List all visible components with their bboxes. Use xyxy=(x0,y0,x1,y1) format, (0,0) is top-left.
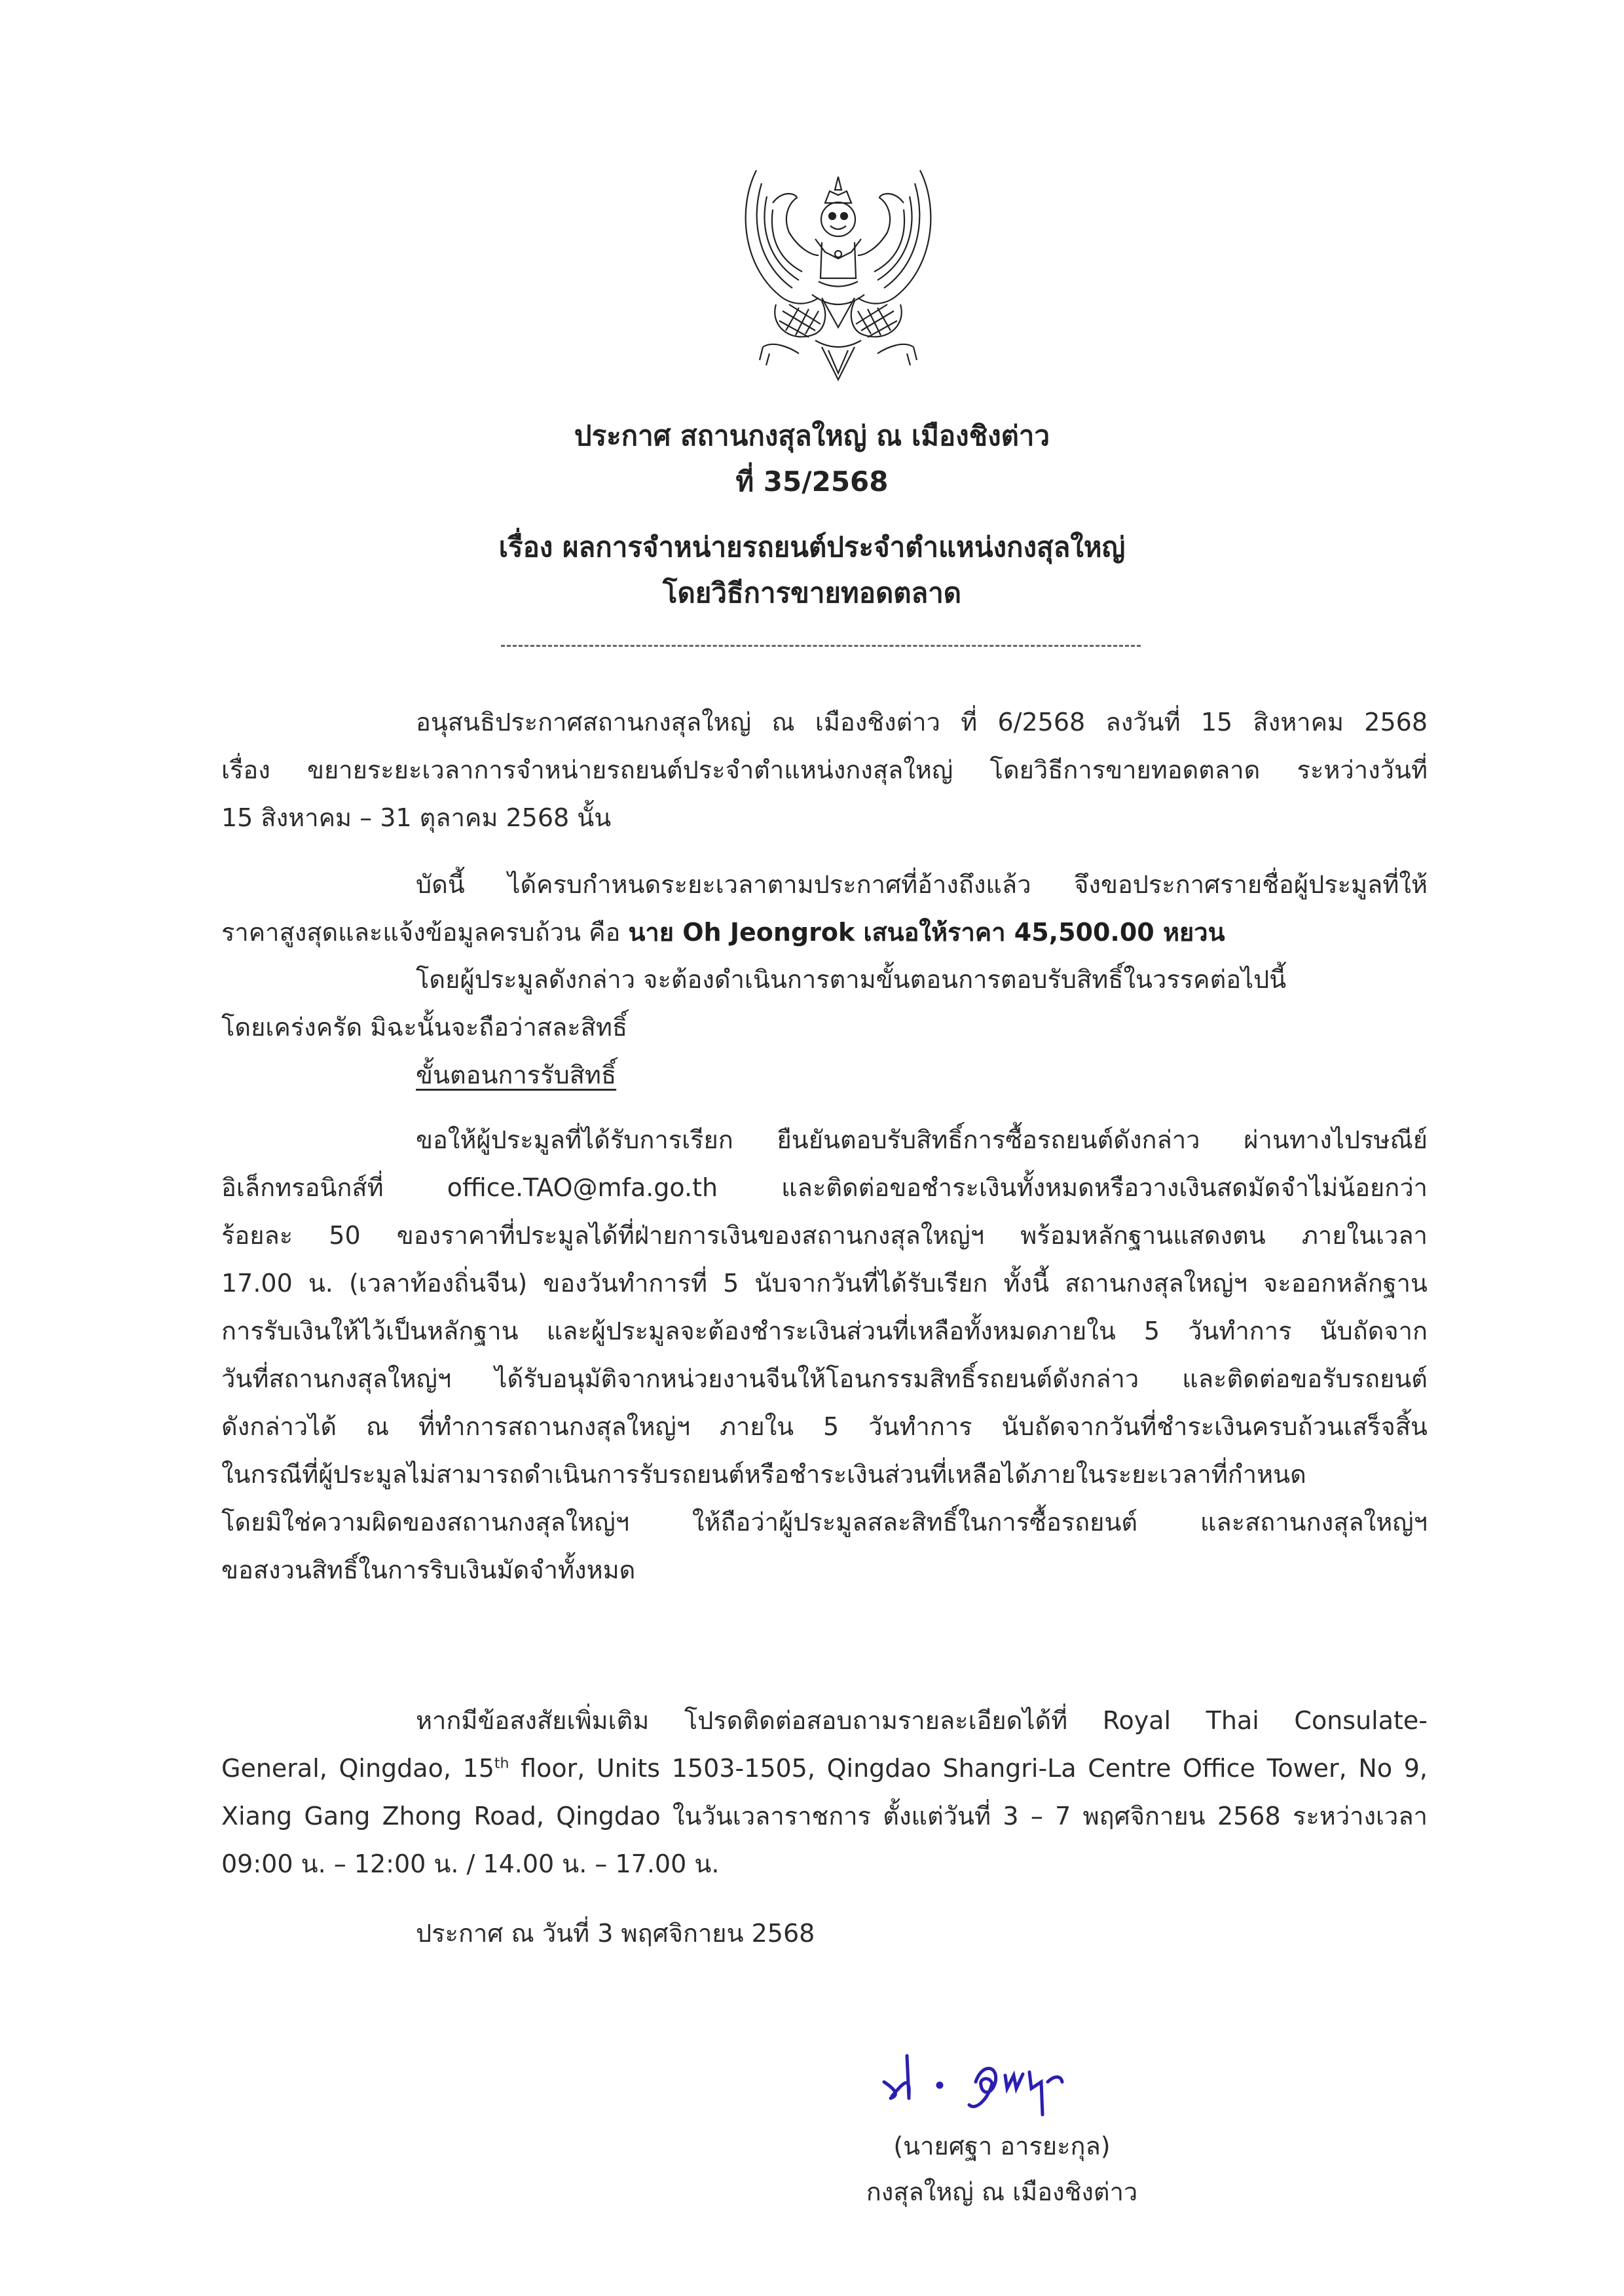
paragraph-3-line-1: โดยผู้ประมูลดังกล่าว จะต้องดำเนินการตามขั้นตอนการตอบรับสิทธิ์ในวรรคต่อไปนี้ xyxy=(416,965,1287,994)
paragraph-2-line-1: บัดนี้ ได้ครบกำหนดระยะเวลาตามประกาศที่อ้างถึงแล้ว จึงขอประกาศรายชื่อผู้ประมูลที่ให้ xyxy=(416,870,1428,899)
announcement-date: ประกาศ ณ วันที่ 3 พฤศจิกายน 2568 xyxy=(416,1919,815,1948)
paragraph-1-line-3: 15 สิงหาคม – 31 ตุลาคม 2568 นั้น xyxy=(221,803,612,832)
signatory-name: (นายศฐา อารยะกุล) xyxy=(893,2132,1111,2160)
handwritten-signature-icon xyxy=(877,2043,1100,2128)
paragraph-4-line-6: วันที่สถานกงสุลใหญ่ฯ ได้รับอนุมัติจากหน่วยงานจีนให้โอนกรรมสิทธิ์รถยนต์ดังกล่าว และติดต่อขอรับรถยนต์ xyxy=(221,1364,1428,1393)
title-divider xyxy=(501,645,1141,647)
announcement-title: ประกาศ สถานกงสุลใหญ่ ณ เมืองชิงต่าว xyxy=(574,420,1050,452)
paragraph-4-line-4: 17.00 น. (เวลาท้องถิ่นจีน) ของวันทำการที่ 5 นับจากวันที่ได้รับเรียก ทั้งนี้ สถานกงสุลใหญ่ฯ จะออกหลักฐาน xyxy=(221,1269,1428,1298)
paragraph-4-line-7: ดังกล่าวได้ ณ ที่ทำการสถานกงสุลใหญ่ฯ ภายใน 5 วันทำการ นับถัดจากวันที่ชำระเงินครบถ้วนเสร็จสิ้น xyxy=(221,1412,1428,1441)
address-part-1: General, Qingdao, 15 xyxy=(221,1754,494,1783)
paragraph-5-line-2 xyxy=(221,1750,1428,1787)
paragraph-4-line-10: ขอสงวนสิทธิ์ในการริบเงินมัดจำทั้งหมด xyxy=(221,1556,636,1584)
paragraph-4-line-9: โดยมิใช่ความผิดของสถานกงสุลใหญ่ฯ ให้ถือว่าผู้ประมูลสละสิทธิ์ในการซื้อรถยนต์ และสถานกงสุลใหญ่ฯ xyxy=(221,1508,1428,1537)
garuda-emblem-icon xyxy=(737,157,940,383)
announcement-subject-line1: เรื่อง ผลการจำหน่ายรถยนต์ประจำตำแหน่งกงสุลใหญ่ xyxy=(498,531,1126,563)
section-heading-claim-procedure: ขั้นตอนการรับสิทธิ์ xyxy=(416,1061,617,1089)
paragraph-5-line-3: Xiang Gang Zhong Road, Qingdao ในวันเวลาราชการ ตั้งแต่วันที่ 3 – 7 พฤศจิกายน 2568 ระหว่างเวลา xyxy=(221,1802,1428,1831)
paragraph-4-line-8: ในกรณีที่ผู้ประมูลไม่สามารถดำเนินการรับรถยนต์หรือชำระเงินส่วนที่เหลือได้ภายในระยะเวลาที่กำหนด xyxy=(221,1460,1306,1489)
paragraph-1-line-1: อนุสนธิประกาศสถานกงสุลใหญ่ ณ เมืองชิงต่าว ที่ 6/2568 ลงวันที่ 15 สิงหาคม 2568 xyxy=(416,708,1428,737)
announcement-subject-line2: โดยวิธีการขายทอดตลาด xyxy=(662,577,962,609)
paragraph-4-line-3: ร้อยละ 50 ของราคาที่ประมูลได้ที่ฝ่ายการเงินของสถานกงสุลใหญ่ฯ พร้อมหลักฐานแสดงตน ภายในเวลา xyxy=(221,1221,1428,1250)
paragraph-5-line-4: 09:00 น. – 12:00 น. / 14.00 น. – 17.00 น. xyxy=(221,1850,720,1878)
paragraph-4-line-5: การรับเงินให้ไว้เป็นหลักฐาน และผู้ประมูลจะต้องชำระเงินส่วนที่เหลือทั้งหมดภายใน 5 วันทำการ นับถัดจาก xyxy=(221,1317,1428,1345)
paragraph-4-line-1: ขอให้ผู้ประมูลที่ได้รับการเรียก ยืนยันตอบรับสิทธิ์การซื้อรถยนต์ดังกล่าว ผ่านทางไปรษณีย์ xyxy=(416,1125,1428,1154)
paragraph-1-line-2: เรื่อง ขยายระยะเวลาการจำหน่ายรถยนต์ประจำตำแหน่งกงสุลใหญ่ โดยวิธีการขายทอดตลาด ระหว่างวันที่ xyxy=(221,756,1428,784)
paragraph-5-line-1: หากมีข้อสงสัยเพิ่มเติม โปรดติดต่อสอบถามรายละเอียดได้ที่ Royal Thai Consulate- xyxy=(416,1706,1428,1735)
winner-intro-text: ราคาสูงสุดและแจ้งข้อมูลครบถ้วน คือ xyxy=(221,918,629,947)
ordinal-suffix: th xyxy=(494,1755,509,1772)
paragraph-2-line-2 xyxy=(221,914,1225,951)
paragraph-3-line-2: โดยเคร่งครัด มิฉะนั้นจะถือว่าสละสิทธิ์ xyxy=(221,1013,628,1042)
announcement-number: ที่ 35/2568 xyxy=(735,465,889,498)
address-part-2: floor, Units 1503-1505, Qingdao Shangri-La Centre Office Tower, No 9, xyxy=(509,1754,1428,1783)
winning-bid-text: นาย Oh Jeongrok เสนอให้ราคา 45,500.00 หยวน xyxy=(628,918,1225,947)
paragraph-4-line-2: อิเล็กทรอนิกส์ที่ office.TAO@mfa.go.th และติดต่อขอชำระเงินทั้งหมดหรือวางเงินสดมัดจำไม่น้อยกว่า xyxy=(221,1173,1428,1202)
signatory-position: กงสุลใหญ่ ณ เมืองชิงต่าว xyxy=(866,2178,1138,2206)
